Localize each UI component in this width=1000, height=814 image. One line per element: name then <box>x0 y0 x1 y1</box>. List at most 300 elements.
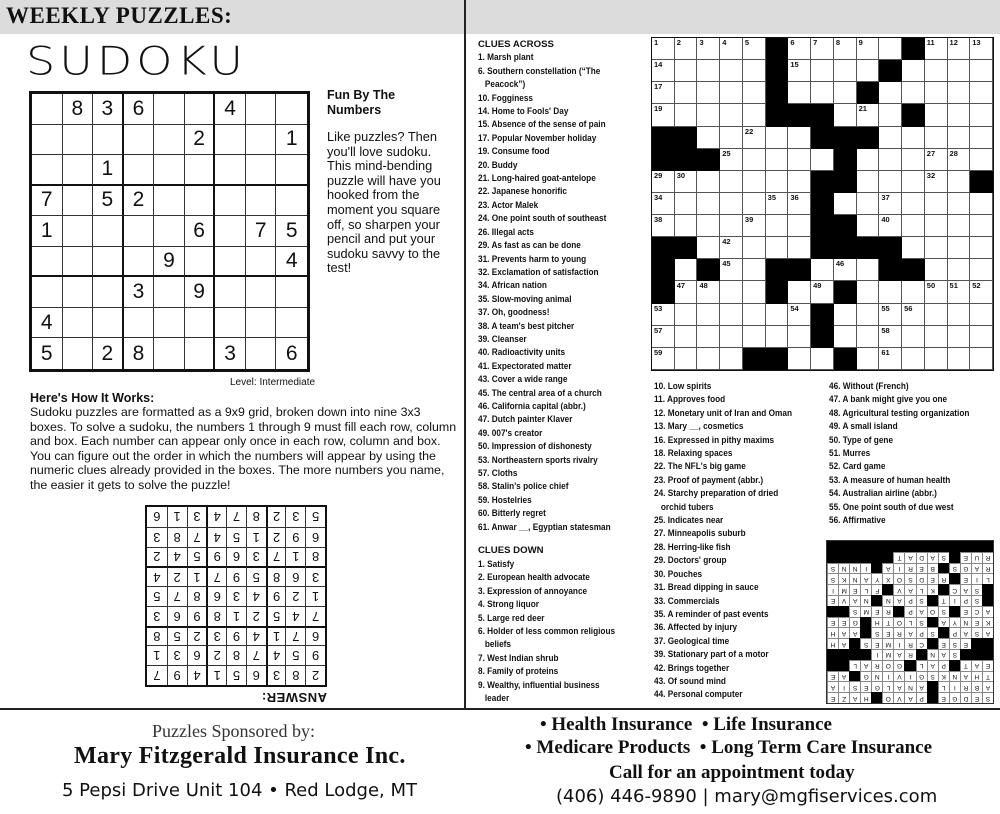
crossword-cell[interactable] <box>879 215 902 237</box>
sudoku-cell: 3 <box>124 277 155 308</box>
answer-letter: S <box>971 595 982 606</box>
crossword-cell[interactable] <box>766 215 789 237</box>
crossword-cell[interactable] <box>652 82 675 104</box>
crossword-cell[interactable] <box>970 237 993 259</box>
crossword-cell[interactable] <box>697 82 720 104</box>
crossword-cell[interactable] <box>652 215 675 237</box>
answer-block-cell <box>871 541 882 552</box>
crossword-cell[interactable] <box>697 104 720 126</box>
crossword-cell[interactable] <box>720 304 743 326</box>
crossword-cell[interactable] <box>879 304 902 326</box>
crossword-cell[interactable] <box>925 237 948 259</box>
crossword-cell[interactable] <box>766 304 789 326</box>
answer-letter: T <box>882 617 893 628</box>
crossword-cell[interactable] <box>834 104 857 126</box>
crossword-cell[interactable] <box>879 82 902 104</box>
clue-line: 6. Southern constellation (“The <box>478 65 601 77</box>
crossword-cell[interactable] <box>743 326 766 348</box>
answer-letter: P <box>916 627 927 638</box>
crossword-cell[interactable] <box>948 104 971 126</box>
crossword-cell[interactable] <box>902 215 925 237</box>
crossword-cell[interactable] <box>902 348 925 370</box>
crossword-cell[interactable] <box>788 171 811 193</box>
crossword-cell[interactable] <box>652 38 675 60</box>
crossword-cell[interactable] <box>743 215 766 237</box>
crossword-cell[interactable] <box>697 127 720 149</box>
crossword-cell[interactable] <box>743 281 766 303</box>
sudoku-cell: 1 <box>187 566 207 586</box>
crossword-cell[interactable] <box>902 127 925 149</box>
crossword-cell[interactable] <box>697 215 720 237</box>
crossword-cell[interactable] <box>834 82 857 104</box>
sudoku-cell <box>185 155 216 186</box>
clue-number: 22 <box>744 126 754 136</box>
answer-letter: N <box>960 617 971 628</box>
crossword-cell[interactable] <box>720 237 743 259</box>
horizontal-divider <box>0 708 1000 710</box>
crossword-cell[interactable] <box>652 171 675 193</box>
crossword-cell[interactable] <box>857 104 880 126</box>
sudoku-cell: 5 <box>226 665 246 685</box>
crossword-cell[interactable] <box>925 127 948 149</box>
crossword-cell[interactable] <box>925 38 948 60</box>
crossword-cell[interactable] <box>925 171 948 193</box>
crossword-cell[interactable] <box>948 326 971 348</box>
sudoku-cell: 3 <box>187 507 207 527</box>
crossword-cell[interactable] <box>743 38 766 60</box>
sudoku-cell: 2 <box>185 125 216 156</box>
crossword-cell[interactable] <box>743 104 766 126</box>
sudoku-cell: 2 <box>147 547 167 567</box>
crossword-cell[interactable] <box>948 149 971 171</box>
sudoku-cell <box>154 155 185 186</box>
answer-block-cell <box>827 541 838 552</box>
crossword-block <box>766 82 789 104</box>
crossword-cell[interactable] <box>902 193 925 215</box>
sudoku-cell <box>93 247 124 278</box>
crossword-cell[interactable] <box>788 326 811 348</box>
crossword-block <box>857 82 880 104</box>
answer-block-cell <box>849 552 860 563</box>
answer-letter: A <box>982 627 993 638</box>
crossword-block <box>857 237 880 259</box>
crossword-cell[interactable] <box>970 304 993 326</box>
crossword-cell[interactable] <box>697 60 720 82</box>
crossword-cell[interactable] <box>697 237 720 259</box>
answer-letter: H <box>871 617 882 628</box>
answer-block-cell <box>949 552 960 563</box>
crossword-cell[interactable] <box>902 82 925 104</box>
crossword-cell[interactable] <box>743 171 766 193</box>
clue-number: 21 <box>858 104 867 114</box>
crossword-cell[interactable] <box>743 82 766 104</box>
crossword-cell[interactable] <box>675 193 698 215</box>
crossword-cell[interactable] <box>948 215 971 237</box>
crossword-cell[interactable] <box>766 193 789 215</box>
crossword-cell[interactable] <box>697 193 720 215</box>
crossword-cell[interactable] <box>857 348 880 370</box>
crossword-cell[interactable] <box>879 149 902 171</box>
sudoku-cell: 1 <box>32 216 63 247</box>
crossword-cell[interactable] <box>925 348 948 370</box>
answer-block-cell <box>838 660 849 671</box>
crossword-cell[interactable] <box>970 149 993 171</box>
answer-block-cell <box>827 660 838 671</box>
sudoku-cell: 9 <box>167 665 187 685</box>
crossword-cell[interactable] <box>925 60 948 82</box>
clue-number: 8 <box>835 38 841 47</box>
crossword-cell[interactable] <box>652 60 675 82</box>
crossword-cell[interactable] <box>675 104 698 126</box>
crossword-cell[interactable] <box>879 38 902 60</box>
crossword-cell[interactable] <box>720 326 743 348</box>
crossword-cell[interactable] <box>788 60 811 82</box>
crossword-cell[interactable] <box>675 259 698 281</box>
answer-letter: S <box>927 627 938 638</box>
crossword-cell[interactable] <box>948 171 971 193</box>
sudoku-cell <box>276 277 307 308</box>
crossword-cell[interactable] <box>857 38 880 60</box>
crossword-cell[interactable] <box>743 60 766 82</box>
crossword-cell[interactable] <box>652 104 675 126</box>
sudoku-cell: 3 <box>215 338 246 369</box>
crossword-cell[interactable] <box>925 304 948 326</box>
crossword-cell[interactable] <box>857 149 880 171</box>
answer-block-cell <box>927 681 938 692</box>
sudoku-cell <box>246 125 277 156</box>
crossword-cell[interactable] <box>948 259 971 281</box>
crossword-cell[interactable] <box>811 259 834 281</box>
crossword-cell[interactable] <box>948 127 971 149</box>
crossword-cell[interactable] <box>834 38 857 60</box>
crossword-cell[interactable] <box>925 326 948 348</box>
clue-line: 25. Indicates near <box>654 515 724 527</box>
crossword-block <box>766 281 789 303</box>
crossword-cell[interactable] <box>925 104 948 126</box>
sudoku-cell: 6 <box>153 509 161 525</box>
clues-down-col1 <box>478 558 648 705</box>
clue-number: 52 <box>972 281 981 291</box>
crossword-cell[interactable] <box>788 281 811 303</box>
crossword-cell[interactable] <box>902 149 925 171</box>
crossword-cell[interactable] <box>948 38 971 60</box>
sudoku-cell: 2 <box>124 186 155 217</box>
crossword-cell[interactable] <box>948 348 971 370</box>
crossword-cell[interactable] <box>834 60 857 82</box>
crossword-cell[interactable] <box>675 60 698 82</box>
crossword-cell[interactable] <box>970 193 993 215</box>
crossword-cell[interactable] <box>879 348 902 370</box>
crossword-cell[interactable] <box>766 149 789 171</box>
crossword-cell[interactable] <box>902 281 925 303</box>
crossword-cell[interactable] <box>857 171 880 193</box>
crossword-cell[interactable] <box>675 348 698 370</box>
crossword-cell[interactable] <box>697 348 720 370</box>
crossword-cell[interactable] <box>766 326 789 348</box>
clue-line: 48. Agricultural testing organization <box>829 407 970 419</box>
crossword-block <box>788 259 811 281</box>
answer-block-cell <box>960 541 971 552</box>
crossword-cell[interactable] <box>970 127 993 149</box>
crossword-cell[interactable] <box>925 259 948 281</box>
answer-block-cell <box>938 627 949 638</box>
answer-letter: H <box>827 638 838 649</box>
crossword-cell[interactable] <box>743 127 766 149</box>
crossword-cell[interactable] <box>834 326 857 348</box>
crossword-cell[interactable] <box>766 127 789 149</box>
sudoku-cell <box>32 94 63 125</box>
answer-letter: S <box>982 692 993 703</box>
crossword-cell[interactable] <box>720 215 743 237</box>
crossword-cell[interactable] <box>720 171 743 193</box>
clue-line: 58. Stalin's police chief <box>478 481 569 493</box>
crossword-cell[interactable] <box>675 281 698 303</box>
crossword-cell[interactable] <box>879 171 902 193</box>
crossword-cell[interactable] <box>675 215 698 237</box>
crossword-cell[interactable] <box>879 104 902 126</box>
crossword-cell[interactable] <box>743 259 766 281</box>
clue-line: 14. Home to Fools' Day <box>478 106 569 118</box>
answer-letter: A <box>960 671 971 682</box>
clue-line: 39. Stationary part of a motor <box>654 649 769 661</box>
crossword-cell[interactable] <box>811 60 834 82</box>
crossword-cell[interactable] <box>720 127 743 149</box>
sudoku-cell <box>246 247 277 278</box>
crossword-cell[interactable] <box>788 193 811 215</box>
crossword-cell[interactable] <box>720 259 743 281</box>
answer-letter: A <box>960 584 971 595</box>
crossword-block <box>675 149 698 171</box>
crossword-cell[interactable] <box>948 193 971 215</box>
sudoku-cell: 9 <box>305 645 325 665</box>
crossword-cell[interactable] <box>948 82 971 104</box>
crossword-cell[interactable] <box>675 326 698 348</box>
crossword-cell[interactable] <box>697 281 720 303</box>
crossword-cell[interactable] <box>743 304 766 326</box>
answer-letter: E <box>827 617 838 628</box>
crossword-cell[interactable] <box>720 104 743 126</box>
crossword-cell[interactable] <box>857 215 880 237</box>
sudoku-cell <box>124 247 155 278</box>
crossword-cell[interactable] <box>697 304 720 326</box>
clue-line: 50. Impression of dishonesty <box>478 441 592 453</box>
crossword-cell[interactable] <box>788 82 811 104</box>
crossword-cell[interactable] <box>743 237 766 259</box>
crossword-cell[interactable] <box>788 215 811 237</box>
clue-line: 30. Pouches <box>654 568 703 580</box>
crossword-cell[interactable] <box>857 60 880 82</box>
sudoku-cell <box>93 125 124 156</box>
crossword-cell[interactable] <box>948 281 971 303</box>
answer-block-cell <box>838 649 849 660</box>
crossword-cell[interactable] <box>720 348 743 370</box>
crossword-cell[interactable] <box>811 82 834 104</box>
answer-block-cell <box>827 606 838 617</box>
crossword-cell[interactable] <box>879 193 902 215</box>
crossword-cell[interactable] <box>925 215 948 237</box>
crossword-cell[interactable] <box>857 193 880 215</box>
clue-number: 55 <box>881 303 890 313</box>
crossword-cell[interactable] <box>925 193 948 215</box>
crossword-cell[interactable] <box>857 326 880 348</box>
clue-line: 54. Australian airline (abbr.) <box>829 488 937 500</box>
sudoku-cell: 2 <box>305 665 325 685</box>
answer-letter: G <box>871 681 882 692</box>
crossword-cell[interactable] <box>970 38 993 60</box>
answer-letter: E <box>971 692 982 703</box>
fun-title: Fun By The Numbers <box>327 88 396 117</box>
crossword-cell[interactable] <box>879 127 902 149</box>
crossword-cell[interactable] <box>652 193 675 215</box>
crossword-cell[interactable] <box>879 281 902 303</box>
crossword-cell[interactable] <box>697 171 720 193</box>
sudoku-cell: 7 <box>147 665 167 685</box>
insurance-line-2: • Medicare Products • Long Term Care Insurance <box>525 737 933 758</box>
answer-letter: E <box>860 681 871 692</box>
clue-number: 32 <box>926 170 936 180</box>
answer-block-cell <box>982 584 993 595</box>
answer-block-cell <box>938 541 949 552</box>
crossword-cell[interactable] <box>788 304 811 326</box>
crossword-cell[interactable] <box>788 237 811 259</box>
crossword-cell[interactable] <box>743 193 766 215</box>
answer-letter: S <box>916 595 927 606</box>
crossword-cell[interactable] <box>902 304 925 326</box>
answer-letter: K <box>938 671 949 682</box>
crossword-cell[interactable] <box>720 193 743 215</box>
crossword-block <box>879 237 902 259</box>
crossword-block <box>811 304 834 326</box>
crossword-block <box>811 171 834 193</box>
crossword-cell[interactable] <box>834 259 857 281</box>
sudoku-cell: 6 <box>305 527 325 547</box>
crossword-cell[interactable] <box>788 127 811 149</box>
crossword-cell[interactable] <box>948 304 971 326</box>
clue-number: 51 <box>949 281 958 291</box>
answer-letter: G <box>949 692 960 703</box>
crossword-cell[interactable] <box>970 215 993 237</box>
crossword-cell[interactable] <box>902 171 925 193</box>
answer-letter: R <box>982 563 993 574</box>
clue-number: 28 <box>949 148 958 158</box>
answer-block-cell <box>982 649 993 660</box>
crossword-cell[interactable] <box>652 304 675 326</box>
crossword-cell[interactable] <box>720 281 743 303</box>
crossword-cell[interactable] <box>970 326 993 348</box>
crossword-cell[interactable] <box>720 38 743 60</box>
answer-letter: N <box>849 563 860 574</box>
crossword-cell[interactable] <box>720 82 743 104</box>
sudoku-cell <box>63 277 94 308</box>
clue-line: 53. A measure of human health <box>829 474 951 486</box>
crossword-cell[interactable] <box>857 259 880 281</box>
crossword-cell[interactable] <box>857 304 880 326</box>
crossword-cell[interactable] <box>675 82 698 104</box>
crossword-cell[interactable] <box>811 281 834 303</box>
sudoku-cell: 6 <box>285 341 298 365</box>
crossword-cell[interactable] <box>766 171 789 193</box>
answer-letter: N <box>882 595 893 606</box>
crossword-cell[interactable] <box>970 104 993 126</box>
crossword-cell[interactable] <box>925 281 948 303</box>
crossword-cell[interactable] <box>811 348 834 370</box>
answer-letter: N <box>927 649 938 660</box>
answer-letter: D <box>916 573 927 584</box>
crossword-cell[interactable] <box>948 237 971 259</box>
crossword-cell[interactable] <box>902 326 925 348</box>
crossword-cell[interactable] <box>766 237 789 259</box>
crossword-cell[interactable] <box>970 82 993 104</box>
crossword-cell[interactable] <box>788 149 811 171</box>
sudoku-cell: 7 <box>285 626 305 646</box>
sudoku-cell <box>246 338 277 369</box>
clue-line: 37. Geological time <box>654 635 730 647</box>
crossword-cell[interactable] <box>879 326 902 348</box>
crossword-cell[interactable] <box>970 281 993 303</box>
crossword-cell[interactable] <box>811 38 834 60</box>
crossword-cell[interactable] <box>970 60 993 82</box>
crossword-block <box>652 149 675 171</box>
crossword-cell[interactable] <box>697 326 720 348</box>
sudoku-cell: 1 <box>226 606 246 626</box>
clue-line: 61. Anwar __, Egyptian statesman <box>478 521 611 533</box>
crossword-cell[interactable] <box>834 193 857 215</box>
sudoku-cell: 9 <box>226 566 246 586</box>
crossword-cell[interactable] <box>834 304 857 326</box>
crossword-cell[interactable] <box>948 60 971 82</box>
crossword-cell[interactable] <box>788 38 811 60</box>
crossword-cell[interactable] <box>788 348 811 370</box>
crossword-cell[interactable] <box>925 82 948 104</box>
crossword-block <box>766 60 789 82</box>
sudoku-cell: 5 <box>167 626 187 646</box>
sudoku-cell <box>215 186 246 217</box>
sudoku-cell: 5 <box>32 338 63 369</box>
sudoku-cell <box>276 94 307 125</box>
answer-letter: P <box>904 606 915 617</box>
sudoku-cell <box>246 155 277 186</box>
answer-letter: E <box>960 573 971 584</box>
crossword-cell[interactable] <box>743 149 766 171</box>
answer-letter: R <box>904 638 915 649</box>
answer-letter: C <box>916 638 927 649</box>
crossword-cell[interactable] <box>720 149 743 171</box>
answer-letter: H <box>860 692 871 703</box>
clue-line: 17. Popular November holiday <box>478 132 597 144</box>
crossword-cell[interactable] <box>970 259 993 281</box>
crossword-cell[interactable] <box>675 304 698 326</box>
answer-letter: E <box>916 563 927 574</box>
sudoku-cell <box>185 247 216 278</box>
crossword-cell[interactable] <box>675 38 698 60</box>
answer-letter: A <box>904 584 915 595</box>
crossword-cell[interactable] <box>720 60 743 82</box>
crossword-cell[interactable] <box>652 326 675 348</box>
crossword-cell[interactable] <box>811 149 834 171</box>
sudoku-cell: 8 <box>187 586 207 606</box>
crossword-cell[interactable] <box>970 348 993 370</box>
crossword-cell[interactable] <box>925 149 948 171</box>
crossword-cell[interactable] <box>902 60 925 82</box>
clue-line: 29. Doctors' group <box>654 555 727 567</box>
clue-number: 19 <box>654 104 663 114</box>
crossword-cell[interactable] <box>857 281 880 303</box>
crossword-cell[interactable] <box>652 348 675 370</box>
crossword-block <box>902 259 925 281</box>
crossword-cell[interactable] <box>902 237 925 259</box>
crossword-cell[interactable] <box>675 171 698 193</box>
crossword-cell[interactable] <box>697 38 720 60</box>
